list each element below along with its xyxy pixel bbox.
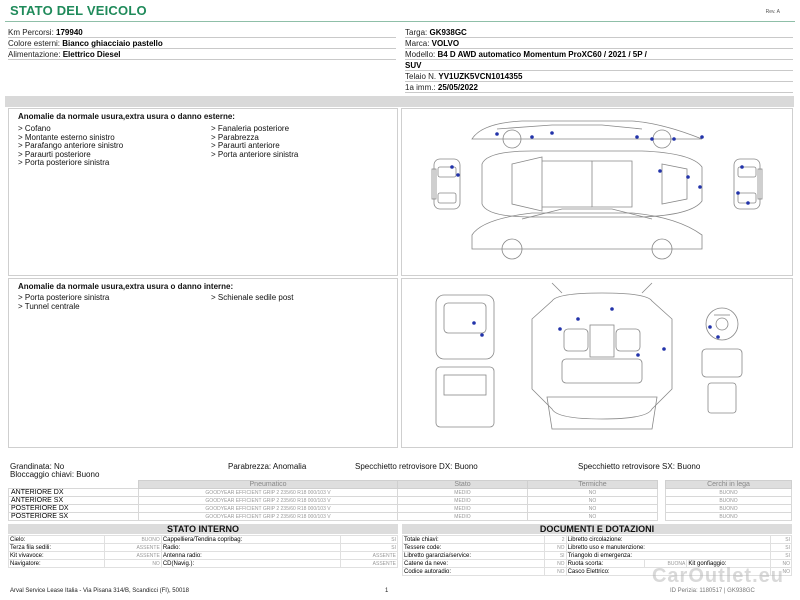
- footer-company: Arval Service Lease Italia - Via Pisana 314/B, Scandicci (FI), 50018: [10, 588, 189, 594]
- table-row: Tessere code: NO Libretto uso e manutenzione: SI: [404, 544, 790, 551]
- list-item: > Paraurti anteriore: [211, 141, 280, 150]
- internal-damage-list-1: [18, 294, 109, 311]
- external-diagram-panel: [401, 108, 793, 276]
- rims-header: Cerchi in lega: [666, 481, 792, 489]
- mirror-left-status: Specchietto retrovisore SX: Buono: [578, 462, 701, 471]
- table-row: Codice autoradio: NO Casco Elettrico: NO: [404, 568, 790, 575]
- list-item: > Paraurti posteriore: [18, 149, 91, 159]
- model-field-continued: SUV: [405, 60, 793, 71]
- plate-field: Targa: GK938GC: [405, 27, 793, 38]
- windshield-status: Parabrezza: Anomalia: [228, 462, 307, 471]
- table-row: BUONO: [666, 513, 792, 521]
- tyres-table: [8, 480, 658, 521]
- list-item: > Tunnel centrale: [18, 301, 80, 311]
- tyre-header: Pneumatico: [139, 481, 398, 489]
- winter-header: Termiche: [528, 481, 658, 489]
- list-item: > Porta posteriore sinistra: [18, 293, 110, 302]
- revision-label: Rev. A: [765, 9, 780, 15]
- car-interior-diagram: [402, 279, 794, 449]
- model-field: Modello: B4 D AWD automatico Momentum ProXC60 / 2021 / 5P /: [405, 49, 793, 60]
- table-row: POSTERIORE SX GOODYEAR EFFICIENT GRIP 2 235/60 R18 000/103 V MEDIO NO: [9, 513, 658, 521]
- external-damage-list-1: [18, 125, 123, 168]
- list-item: > Fanaleria posteriore: [211, 124, 290, 133]
- internal-damage-panel: [8, 278, 398, 448]
- status-header: Stato: [398, 481, 528, 489]
- mirror-right-status: Specchietto retrovisore DX: Buono: [355, 462, 478, 471]
- table-row: BUONO: [666, 497, 792, 505]
- table-row: BUONO: [666, 489, 792, 497]
- list-item: > Montante esterno sinistro: [18, 132, 115, 142]
- watermark-logo: CarOutlet.eu: [651, 565, 784, 587]
- table-row: Totale chiavi: 2 Libretto circolazione: SI: [404, 536, 790, 543]
- internal-diagram-panel: [401, 278, 793, 448]
- external-damage-list-2: [211, 125, 298, 159]
- list-item: > Schienale sedile post: [211, 293, 294, 302]
- rims-table: [665, 480, 792, 521]
- summary-line-2: [10, 470, 790, 479]
- footer-reference: ID Perizia: 1180517 | GK938GC: [670, 588, 755, 594]
- interior-status-heading: STATO INTERNO: [8, 524, 398, 534]
- internal-damage-title: Anomalie da normale usura,extra usura o danno interne:: [18, 282, 234, 291]
- table-row: POSTERIORE DX GOODYEAR EFFICIENT GRIP 2 235/60 R18 000/103 V MEDIO NO: [9, 505, 658, 513]
- table-row: BUONO: [666, 505, 792, 513]
- internal-damage-list-2: [211, 294, 294, 303]
- table-row: Cielo: BUONO Cappelliera/Tendina copribag: SI: [10, 536, 396, 543]
- table-row: ANTERIORE DX GOODYEAR EFFICIENT GRIP 2 235/60 R18 000/103 V MEDIO NO: [9, 489, 658, 497]
- list-item: > Parabrezza: [211, 132, 259, 142]
- list-item: > Parafango anteriore sinistro: [18, 141, 124, 150]
- km-field: Km Percorsi: 179940: [8, 27, 396, 38]
- documents-heading: DOCUMENTI E DOTAZIONI: [402, 524, 792, 534]
- document-title: STATO DEL VEICOLO: [10, 3, 147, 18]
- list-item: > Porta posteriore sinistra: [18, 158, 110, 167]
- hail-status: Grandinata: No: [10, 462, 65, 471]
- car-exterior-diagram: [402, 109, 794, 277]
- page-number: 1: [385, 588, 389, 594]
- header-divider: [5, 21, 795, 22]
- list-item: > Cofano: [18, 124, 51, 133]
- chassis-field: Telaio N. YV1UZK5VCN1014355: [405, 71, 793, 82]
- section-band: [5, 96, 794, 107]
- fuel-field: Alimentazione: Elettrico Diesel: [8, 49, 396, 60]
- table-row: ANTERIORE SX GOODYEAR EFFICIENT GRIP 2 235/60 R18 000/103 V MEDIO NO: [9, 497, 658, 505]
- table-row: Terza fila sedili: ASSENTE Radio: SI: [10, 544, 396, 551]
- exterior-color-field: Colore esterni: Bianco ghiacciaio pastello: [8, 38, 396, 49]
- key-lock-status: Bloccaggio chiavi: Buono: [10, 470, 100, 479]
- table-row: Navigatore: NO CD(Navig.): ASSENTE: [10, 560, 396, 567]
- brand-field: Marca: VOLVO: [405, 38, 793, 49]
- table-row: Kit vivavoce: ASSENTE Antenna radio: ASSENTE: [10, 552, 396, 559]
- table-row: Catene da neve: NO Ruota scorta: BUONA Kit gonfiaggio: NO: [404, 560, 790, 567]
- list-item: > Porta anteriore sinistra: [211, 149, 299, 159]
- external-damage-title: Anomalie da normale usura,extra usura o danno esterne:: [18, 112, 235, 121]
- table-row: Libretto garanzia/service: SI Triangolo di emergenza: SI: [404, 552, 790, 559]
- external-damage-panel: [8, 108, 398, 276]
- registration-date-field: 1a imm.: 25/05/2022: [405, 82, 793, 93]
- interior-status-grid: [8, 535, 398, 568]
